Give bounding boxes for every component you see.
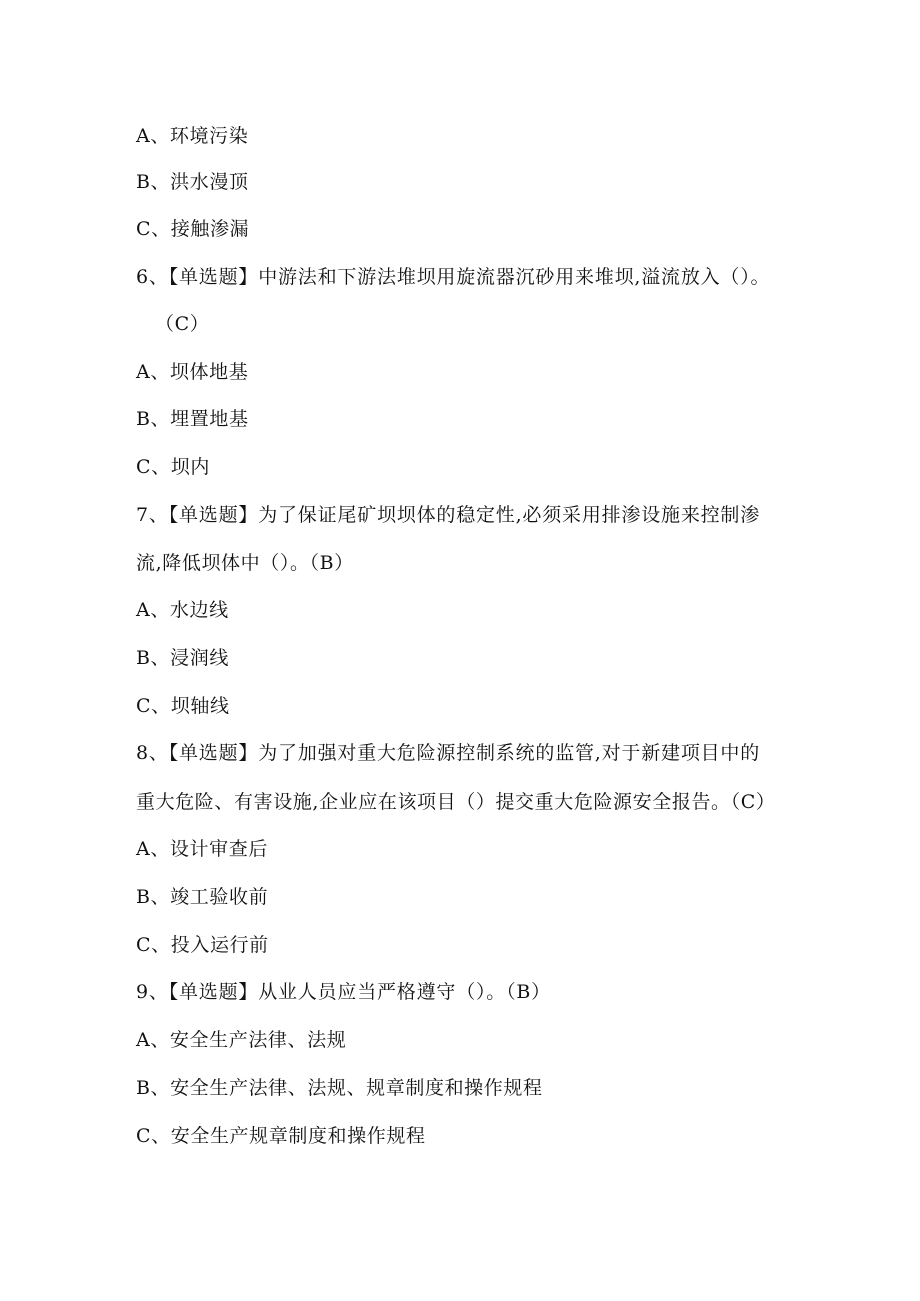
q5-option-a: A、环境污染 xyxy=(136,125,249,147)
q8-option-a: A、设计审查后 xyxy=(136,838,268,860)
q7-option-b: B、浸润线 xyxy=(136,647,229,669)
q8-question-line-2: 重大危险、有害设施,企业应在该项目（）提交重大危险源安全报告。（C） xyxy=(136,791,776,813)
q7-option-a: A、水边线 xyxy=(136,599,229,621)
q8-option-c: C、投入运行前 xyxy=(136,934,269,956)
q8-question-line-1: 8、【单选题】为了加强对重大危险源控制系统的监管,对于新建项目中的 xyxy=(136,742,761,764)
q7-option-c: C、坝轴线 xyxy=(136,695,230,717)
q9-option-a: A、安全生产法律、法规 xyxy=(136,1029,347,1051)
q6-option-c: C、坝内 xyxy=(136,456,210,478)
q9-question-line-1: 9、【单选题】从业人员应当严格遵守（）。（B） xyxy=(136,981,551,1003)
q6-option-a: A、坝体地基 xyxy=(136,361,249,383)
q6-answer: （C） xyxy=(155,313,210,335)
q6-option-b: B、埋置地基 xyxy=(136,408,249,430)
q9-option-c: C、安全生产规章制度和操作规程 xyxy=(136,1125,426,1147)
q5-option-c: C、接触渗漏 xyxy=(136,218,250,240)
q8-option-b: B、竣工验收前 xyxy=(136,886,269,908)
q7-question-line-2: 流,降低坝体中（）。（B） xyxy=(136,552,354,574)
q7-question-line-1: 7、【单选题】为了保证尾矿坝坝体的稳定性,必须采用排渗设施来控制渗 xyxy=(136,504,761,526)
q5-option-b: B、洪水漫顶 xyxy=(136,171,249,193)
q6-question-line-1: 6、【单选题】中游法和下游法堆坝用旋流器沉砂用来堆坝,溢流放入（）。 xyxy=(136,266,771,288)
q9-option-b: B、安全生产法律、法规、规章制度和操作规程 xyxy=(136,1077,543,1099)
